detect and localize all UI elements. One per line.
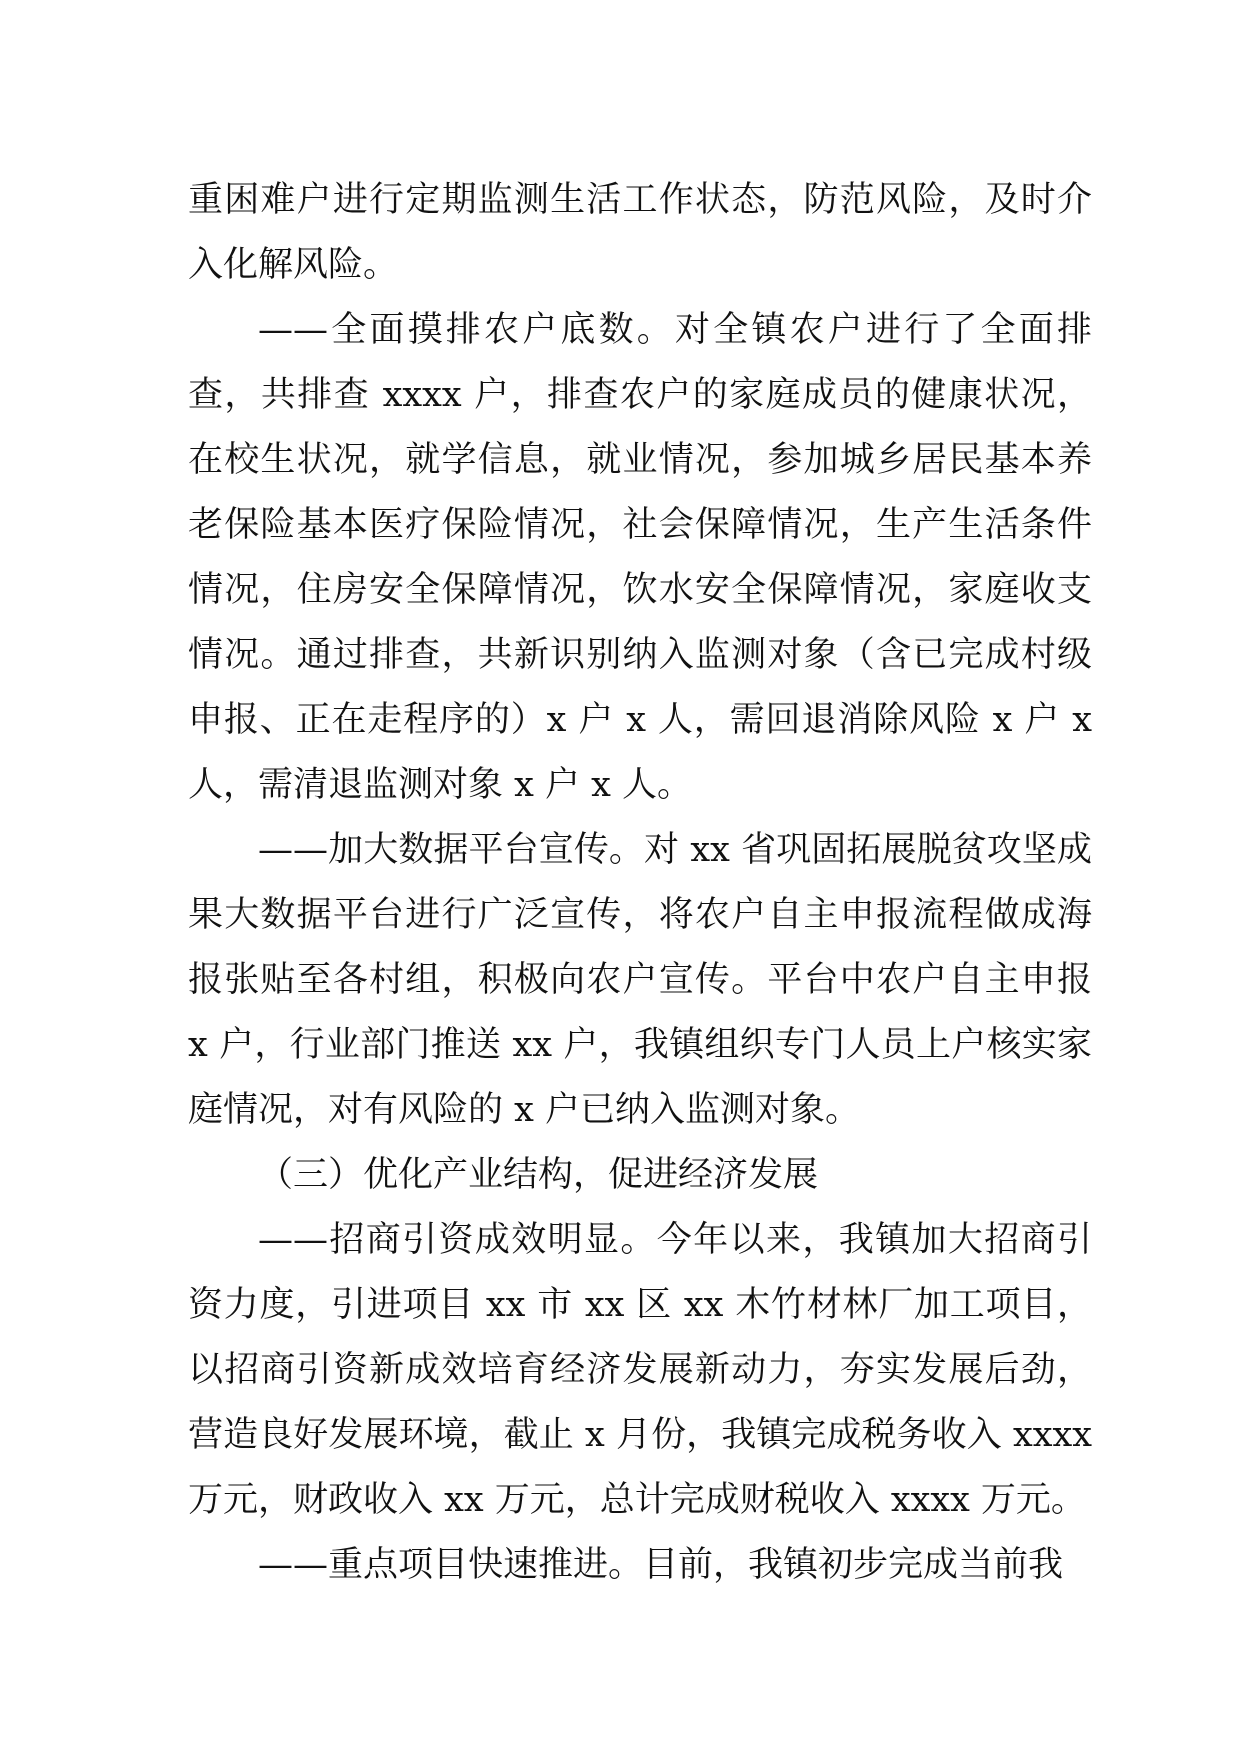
- section-heading-industry-structure: （三）优化产业结构，促进经济发展: [258, 1155, 819, 1195]
- document-body: [188, 168, 1092, 1598]
- paragraph-investment-attraction: ——招商引资成效明显。今年以来，我镇加大招商引资力度，引进项目 xx 市 xx 区 xx 木竹材林厂加工项目，以招商引资新成效培育经济发展新动力，夯实发展后劲，营造良好发展环境，截止 x 月份，我镇完成税务收入 xxxx 万元，财政收入 xx 万元，总计完成财税收入 xxxx 万元。: [188, 1220, 1092, 1520]
- paragraph-key-projects: ——重点项目快速推进。目前，我镇初步完成当前我: [258, 1545, 1064, 1585]
- paragraph-data-platform-publicity: ——加大数据平台宣传。对 xx 省巩固拓展脱贫攻坚成果大数据平台进行广泛宣传，将农户自主申报流程做成海报张贴至各村组，积极向农户宣传。平台中农户自主申报 x 户，行业部门推送 xx 户，我镇组织专门人员上户核实家庭情况，对有风险的 x 户已纳入监测对象。: [188, 830, 1092, 1130]
- paragraph-household-survey: ——全面摸排农户底数。对全镇农户进行了全面排查，共排查 xxxx 户，排查农户的家庭成员的健康状况，在校生状况，就学信息，就业情况，参加城乡居民基本养老保险基本医疗保险情况，社会保障情况，生产生活条件情况，住房安全保障情况，饮水安全保障情况，家庭收支情况。通过排查，共新识别纳入监测对象（含已完成村级申报、正在走程序的）x 户 x 人，需回退消除风险 x 户 x 人，需清退监测对象 x 户 x 人。: [188, 310, 1092, 805]
- paragraph-risk-monitoring-continued: 重困难户进行定期监测生活工作状态，防范风险，及时介入化解风险。: [188, 180, 1092, 285]
